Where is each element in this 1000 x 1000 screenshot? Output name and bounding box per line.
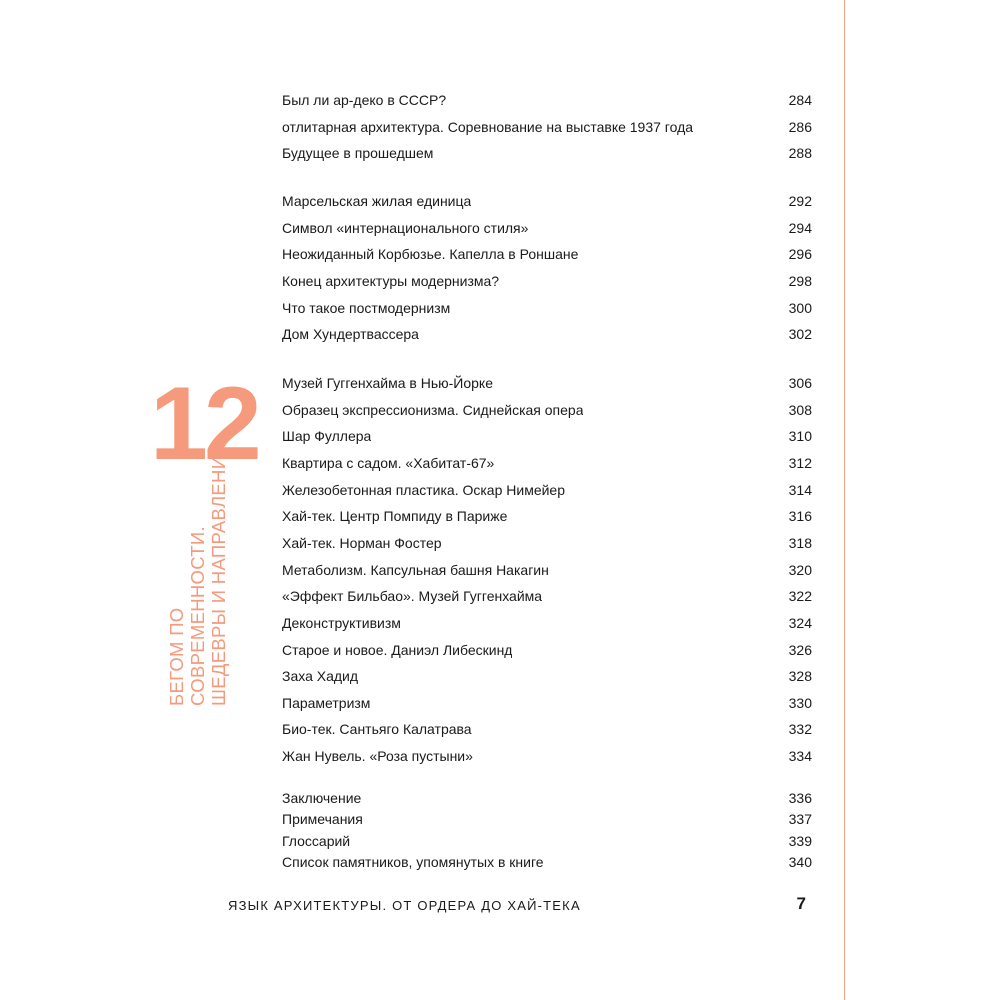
toc-entry-page: 314: [788, 482, 812, 498]
toc-entry[interactable]: [282, 243, 812, 265]
toc-entry-page: 292: [788, 193, 812, 209]
toc-entry-title: Что такое постмодернизм: [282, 300, 451, 316]
toc-entry-title: Музей Гуггенхайма в Нью-Йорке: [282, 375, 493, 391]
toc-entry[interactable]: [282, 479, 812, 501]
toc-entry-page: 288: [788, 145, 812, 161]
toc-entry-title: Дом Хундертвассера: [282, 326, 419, 342]
toc-entry-title: Параметризм: [282, 695, 371, 711]
toc-entry[interactable]: [282, 323, 812, 345]
toc-entry[interactable]: [282, 452, 812, 474]
toc-entry[interactable]: [282, 89, 812, 111]
toc-entry-title: Был ли ар-деко в СССР?: [282, 92, 447, 108]
toc-entry[interactable]: [282, 217, 812, 239]
toc-entry-title: Символ «интернационального стиля»: [282, 220, 529, 236]
toc-entry-title: Хай-тек. Норман Фостер: [282, 535, 442, 551]
toc-entry-page: 286: [788, 119, 812, 135]
toc-entry-page: 334: [788, 748, 812, 764]
toc-entry[interactable]: [282, 116, 812, 138]
toc-entry[interactable]: [282, 297, 812, 319]
toc-entry-title: Будущее в прошедшем: [282, 145, 434, 161]
chapter-title-line-3: ШЕДЕВРЫ И НАПРАВЛЕНИЯ: [208, 442, 229, 706]
toc-entry-page: 326: [788, 642, 812, 658]
toc-entry-title: Глоссарий: [282, 833, 351, 849]
toc-entry-page: 324: [788, 615, 812, 631]
toc-entry[interactable]: [282, 270, 812, 292]
toc-entry-title: Конец архитектуры модернизма?: [282, 273, 500, 289]
toc-entry[interactable]: [282, 532, 812, 554]
toc-entry[interactable]: [282, 505, 812, 527]
toc-entry-title: Старое и новое. Даниэл Либескинд: [282, 642, 513, 658]
chapter-title-line-2: СОВРЕМЕННОСТИ.: [187, 526, 208, 706]
toc-entry-page: 339: [788, 833, 812, 849]
toc-entry-title: Метаболизм. Капсульная башня Накагин: [282, 562, 549, 578]
toc-entry[interactable]: [282, 718, 812, 740]
toc-entry-title: Хай-тек. Центр Помпиду в Париже: [282, 508, 508, 524]
toc-entry[interactable]: [282, 425, 812, 447]
toc-entry[interactable]: [282, 808, 812, 830]
page-edge-line: [844, 0, 845, 1000]
toc-entry-page: 316: [788, 508, 812, 524]
toc-entry-title: Железобетонная пластика. Оскар Нимейер: [282, 482, 566, 498]
toc-entry-title: Био-тек. Сантьяго Калатрава: [282, 721, 472, 737]
toc-entry[interactable]: [282, 585, 812, 607]
toc-entry-title: Марсельская жилая единица: [282, 193, 472, 209]
toc-entry-page: 318: [788, 535, 812, 551]
toc-entry-title: Заха Хадид: [282, 668, 359, 684]
toc-entry[interactable]: [282, 190, 812, 212]
toc-entry[interactable]: [282, 851, 812, 873]
toc-entry-title: Жан Нувель. «Роза пустыни»: [282, 748, 473, 764]
toc-entry-title: отлитарная архитектура. Соревнование на выставке 1937 года: [282, 119, 694, 135]
toc-entry-page: 340: [788, 854, 812, 870]
toc-entry-page: 300: [788, 300, 812, 316]
toc-entry-page: 296: [788, 246, 812, 262]
toc-entry-page: 298: [788, 273, 812, 289]
toc-entry-page: 322: [788, 588, 812, 604]
toc-entry-page: 320: [788, 562, 812, 578]
toc-entry[interactable]: [282, 399, 812, 421]
toc-entry-page: 284: [788, 92, 812, 108]
toc-entry-page: 310: [788, 428, 812, 444]
chapter-title: [166, 442, 229, 706]
chapter-number: 12: [150, 366, 258, 482]
toc-entry-title: Образец экспрессионизма. Сиднейская опера: [282, 402, 584, 418]
toc-entry-title: Шар Фуллера: [282, 428, 372, 444]
toc-entry[interactable]: [282, 787, 812, 809]
toc-entry-title: Неожиданный Корбюзье. Капелла в Роншане: [282, 246, 579, 262]
toc-entry[interactable]: [282, 372, 812, 394]
toc-entry[interactable]: [282, 830, 812, 852]
toc-entry[interactable]: [282, 612, 812, 634]
toc-entry[interactable]: [282, 639, 812, 661]
toc-entry-page: 294: [788, 220, 812, 236]
toc-entry-title: Примечания: [282, 811, 363, 827]
toc-entry-page: 328: [788, 668, 812, 684]
toc-entry-page: 337: [788, 811, 812, 827]
toc-entry-page: 302: [788, 326, 812, 342]
toc-entry[interactable]: [282, 142, 812, 164]
toc-entry-page: 312: [788, 455, 812, 471]
toc-entry-title: Список памятников, упомянутых в книге: [282, 854, 544, 870]
toc-entry[interactable]: [282, 692, 812, 714]
toc-entry[interactable]: [282, 665, 812, 687]
page-number: 7: [796, 894, 806, 913]
toc-entry-page: 332: [788, 721, 812, 737]
toc-entry-title: Деконструктивизм: [282, 615, 401, 631]
toc-entry-page: 306: [788, 375, 812, 391]
toc-entry-page: 336: [788, 790, 812, 806]
toc-entry-title: Квартира с садом. «Хабитат-67»: [282, 455, 495, 471]
chapter-title-line-1: БЕГОМ ПО: [166, 607, 187, 706]
toc-entry[interactable]: [282, 559, 812, 581]
toc-entry-page: 330: [788, 695, 812, 711]
toc-entry[interactable]: [282, 745, 812, 767]
running-title: ЯЗЫК АРХИТЕКТУРЫ. ОТ ОРДЕРА ДО ХАЙ-ТЕКА: [228, 898, 581, 913]
toc-entry-title: Заключение: [282, 790, 362, 806]
toc-entry-page: 308: [788, 402, 812, 418]
toc-entry-title: «Эффект Бильбао». Музей Гуггенхайма: [282, 588, 543, 604]
